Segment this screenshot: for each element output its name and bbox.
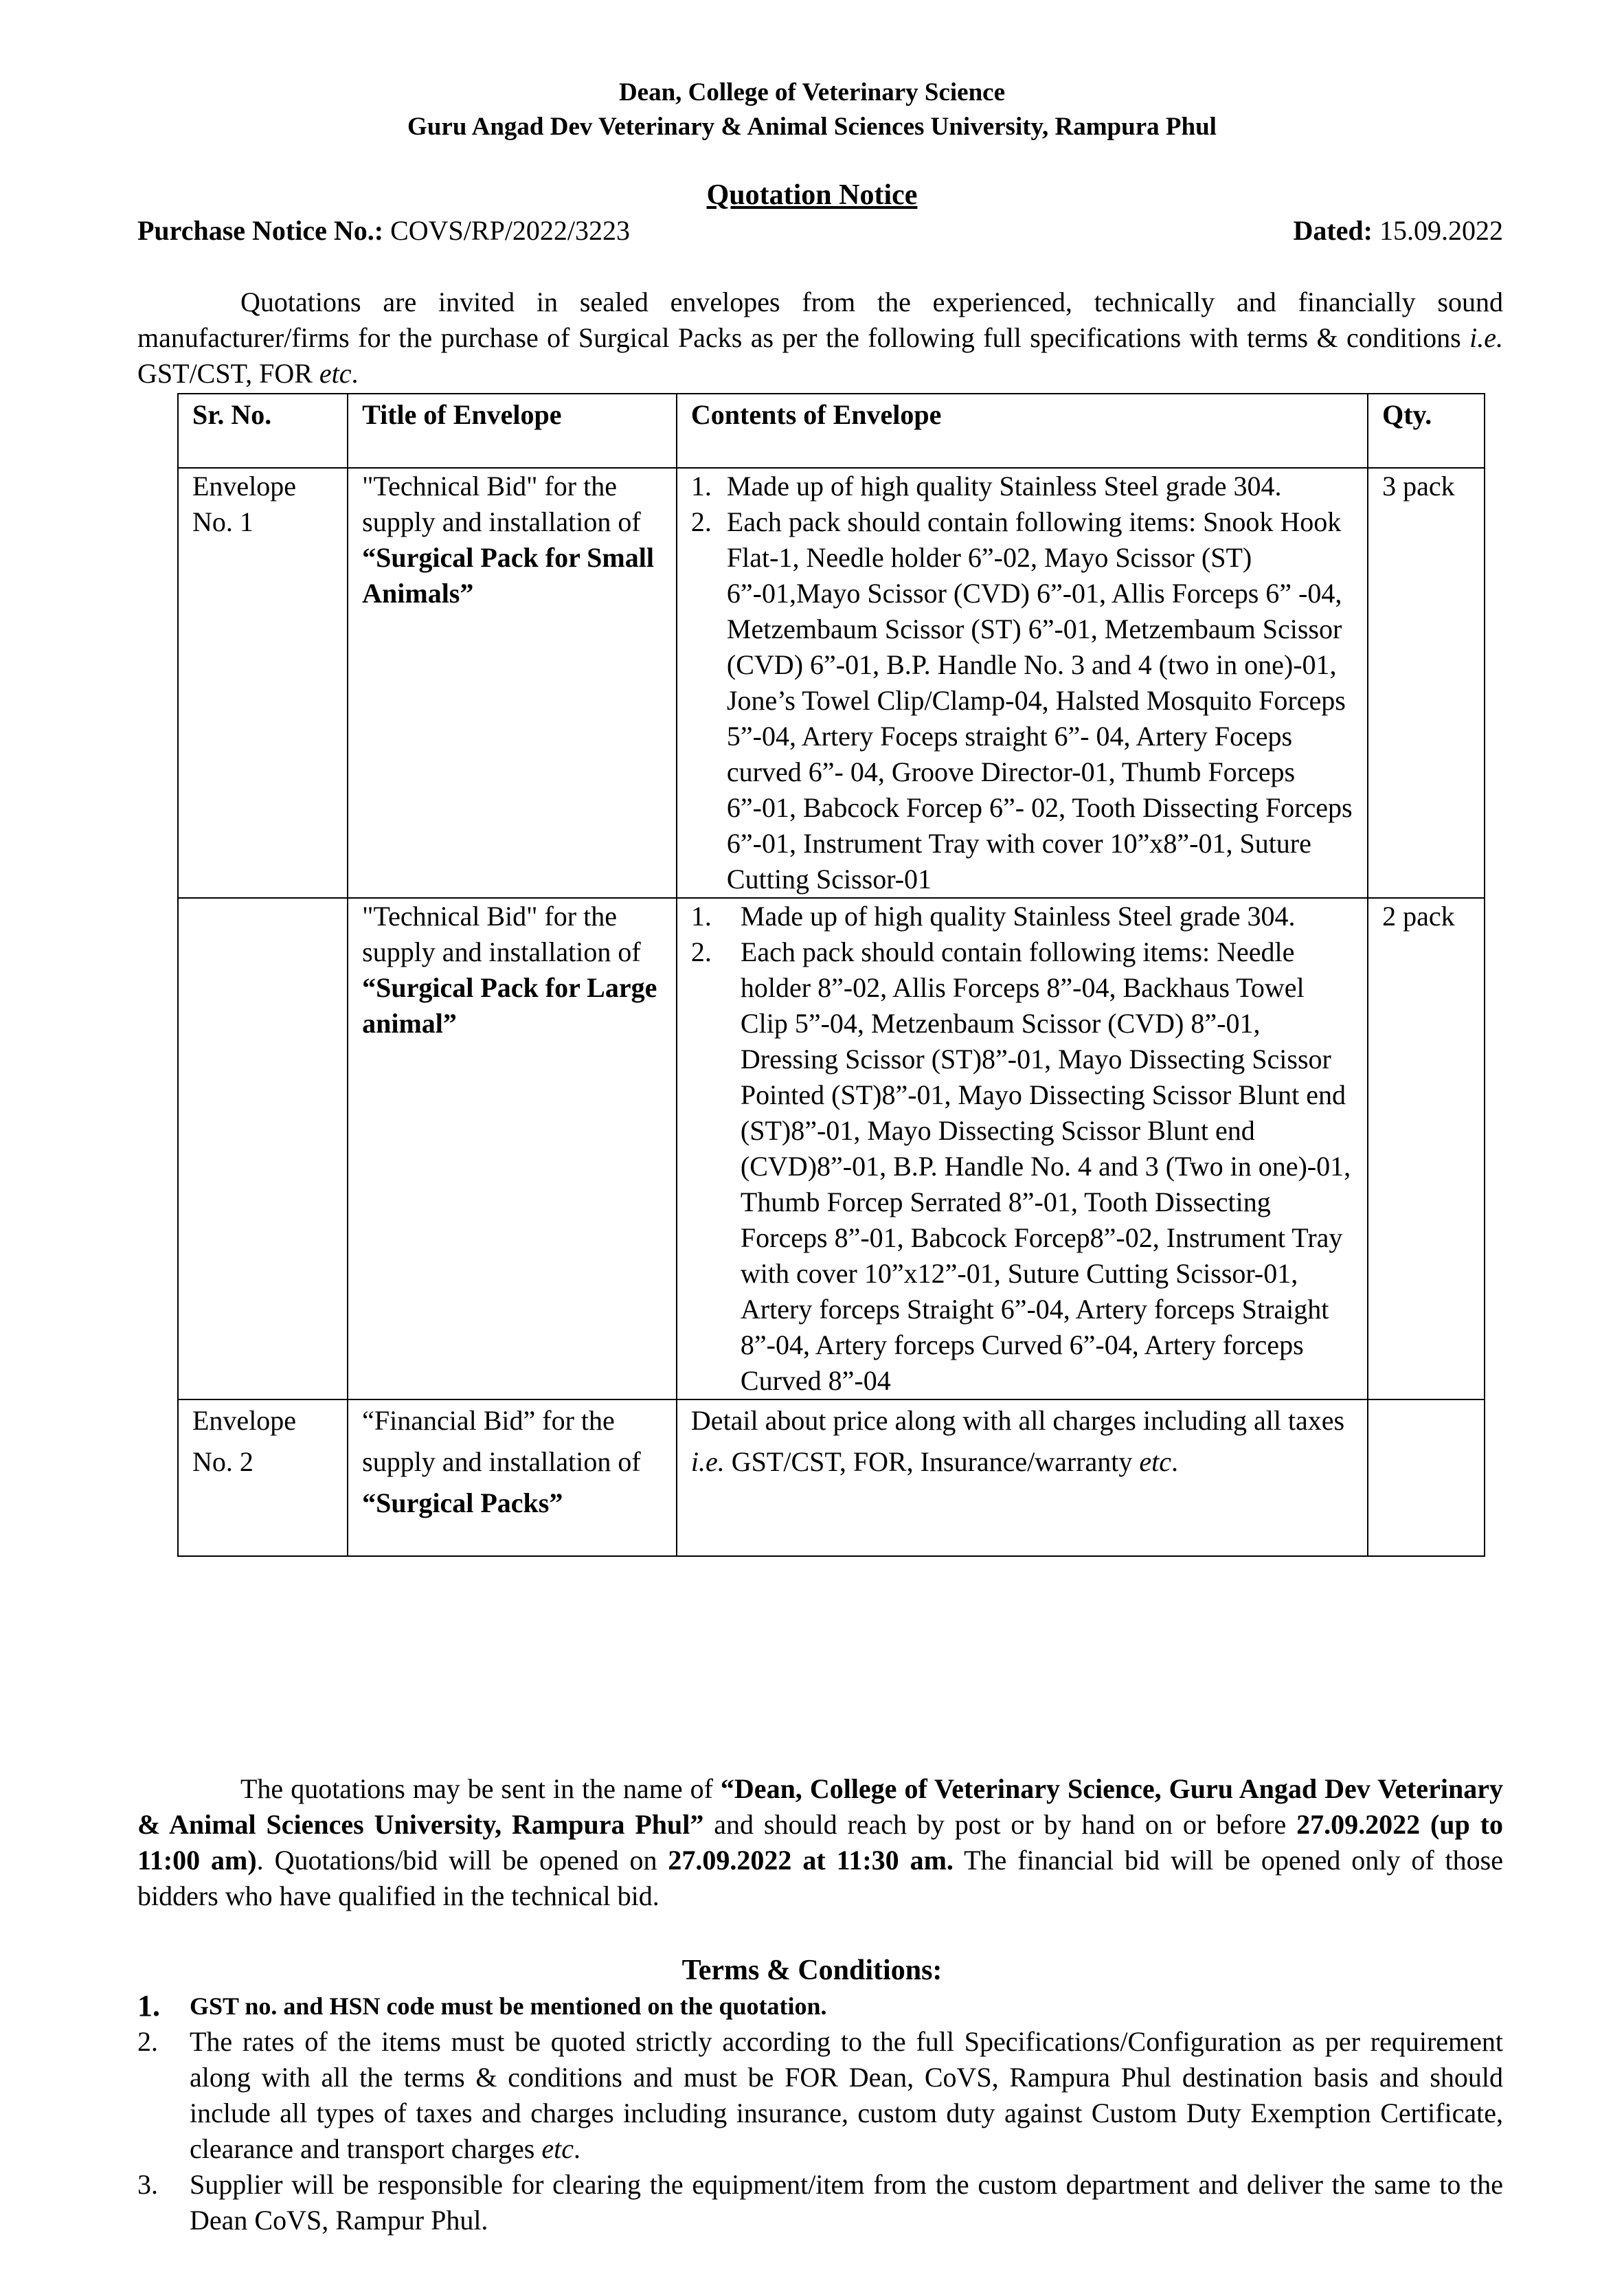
row3-contents: [677, 1399, 1368, 1556]
row2-title: [348, 898, 677, 1399]
submission-text-2: and should reach by post or by hand on or before: [703, 1809, 1297, 1840]
term-2-text: The rates of the items must be quoted strictly according to the full Specifications/Configuration as per requirement along with all the terms & conditions and must be FOR Dean, CoVS, Rampura Phul destination basis and should include all types of taxes and charges including insurance, custom duty against Custom Duty Exemption Certificate, clearance and transport charges: [190, 2026, 1503, 2164]
row1-title-text: "Technical Bid" for the supply and installation of: [362, 471, 641, 537]
row2-items: [691, 899, 1353, 1399]
list-item: 2. Each pack should contain following items: Needle holder 8”-02, Allis Forceps 8”-04, Backhaus Towel Clip 5”-04, Metzenbaum Scissor (CVD) 8”-01, Dressing Scissor (ST)8”-01, Mayo Dissecting Scissor Pointed (ST)8”-01, Mayo Dissecting Scissor Blunt end (ST)8”-01, Mayo Dissecting Scissor Blunt end (CVD)8”-01, B.P. Handle No. 4 and 3 (Two in one)-01, Thumb Forcep Serrated 8”-01, Tooth Dissecting Forceps 8”-01, Babcock Forcep8”-02, Instrument Tray with cover 10”x12”-01, Suture Cutting Scissor-01, Artery forceps Straight 6”-04, Artery forceps Straight 8”-04, Artery forceps Curved 6”-04, Artery forceps Curved 8”-04: [690, 936, 1351, 1396]
date-label: Dated:: [1293, 215, 1373, 246]
purchase-notice-row: [137, 213, 1503, 249]
row1-contents: [677, 468, 1368, 898]
date-value: 15.09.2022: [1379, 215, 1503, 246]
submission-opening: 27.09.2022 at 11:30 am.: [668, 1845, 954, 1876]
col-header-title: Title of Envelope: [348, 394, 677, 468]
row3-ie: i.e.: [690, 1446, 725, 1477]
notice-title: Quotation Notice: [706, 179, 918, 211]
row2-contents: [677, 898, 1368, 1399]
col-header-qty: Qty.: [1368, 394, 1485, 468]
submission-addressee: “Dean, College of Veterinary Science, Guru Angad Dev Veterinary & Animal Sciences University, Rampura Phul”: [137, 1773, 1503, 1840]
table-row: [178, 898, 1485, 1399]
list-item: [137, 2024, 1503, 2167]
row2-qty: 2 pack: [1368, 898, 1485, 1399]
submission-paragraph: [137, 1771, 1503, 1914]
table-row: [178, 1399, 1485, 1556]
list-item: 1. Made up of high quality Stainless Steel grade 304.: [690, 471, 1282, 502]
table-header-row: [178, 394, 1485, 468]
row1-title: [348, 468, 677, 898]
term-3-number: 3.: [137, 2169, 158, 2200]
col-header-contents: Contents of Envelope: [677, 394, 1368, 468]
submission-deadline: 27.09.2022 (up to 11:00 am): [137, 1809, 1503, 1876]
row3-title-text: “Financial Bid” for the supply and installation of: [362, 1405, 641, 1477]
purchase-notice-number: COVS/RP/2022/3223: [390, 215, 631, 246]
row3-title: [348, 1399, 677, 1556]
row1-item-1: Made up of high quality Stainless Steel grade 304.: [726, 471, 1282, 502]
list-item: 1. Made up of high quality Stainless Steel grade 304.: [690, 901, 1296, 932]
intro-text-2: GST/CST, FOR: [137, 358, 319, 389]
row2-title-text: "Technical Bid" for the supply and installation of: [362, 901, 641, 967]
term-1-text: GST no. and HSN code must be mentioned on the quotation.: [190, 1992, 827, 2020]
term-1-number: 1.: [137, 1989, 160, 2023]
intro-text-3: .: [351, 358, 359, 389]
intro-paragraph: [137, 284, 1503, 392]
row3-content-text: Detail about price along with all charges including all taxes: [690, 1405, 1345, 1436]
row3-qty: [1368, 1399, 1485, 1556]
intro-ie: i.e.: [1469, 322, 1503, 353]
row1-items: [691, 469, 1353, 897]
notice-date: [1293, 213, 1503, 249]
submission-text: The quotations may be sent in the name of: [240, 1773, 721, 1804]
row3-etc: etc: [1139, 1446, 1172, 1477]
row2-title-bold: “Surgical Pack for Large animal”: [362, 972, 657, 1039]
envelope-table: [177, 393, 1485, 1557]
row2-item-2: Each pack should contain following items: Needle holder 8”-02, Allis Forceps 8”-04, Backhaus Towel Clip 5”-04, Metzenbaum Scissor (CVD) 8”-01, Dressing Scissor (ST)8”-01, Mayo Dissecting Scissor Pointed (ST)8”-01, Mayo Dissecting Scissor Blunt end (ST)8”-01, Mayo Dissecting Scissor Blunt end (CVD)8”-01, B.P. Handle No. 4 and 3 (Two in one)-01, Thumb Forcep Serrated 8”-01, Tooth Dissecting Forceps 8”-01, Babcock Forcep8”-02, Instrument Tray with cover 10”x12”-01, Suture Cutting Scissor-01, Artery forceps Straight 6”-04, Artery forceps Straight 8”-04, Artery forceps Curved 6”-04, Artery forceps Curved 8”-04: [740, 936, 1351, 1396]
submission-text-4: The financial bid will be opened only of those bidders who have qualified in the technical bid.: [137, 1845, 1503, 1911]
row2-item-1: Made up of high quality Stainless Steel grade 304.: [740, 901, 1296, 932]
list-item: [137, 1988, 1503, 2024]
intro-text: Quotations are invited in sealed envelopes from the experienced, technically and financially sound manufacturer/firms for the purchase of Surgical Packs as per the following full specifications with terms & conditions: [137, 286, 1503, 353]
row1-qty: 3 pack: [1368, 468, 1485, 898]
header-line-1: Dean, College of Veterinary Science: [618, 78, 1006, 106]
term-2-etc: etc: [541, 2133, 574, 2164]
row3-content-text-2: GST/CST, FOR, Insurance/warranty: [724, 1446, 1140, 1477]
purchase-notice-label: Purchase Notice No.:: [137, 215, 384, 246]
term-3-text: Supplier will be responsible for clearing the equipment/item from the custom department and deliver the same to the Dean CoVS, Rampur Phul.: [190, 2169, 1503, 2236]
terms-list: [137, 1988, 1503, 2238]
row3-sr: Envelope No. 2: [178, 1399, 348, 1556]
row1-sr: Envelope No. 1: [178, 468, 348, 898]
row2-sr: [178, 898, 348, 1399]
row1-title-bold: “Surgical Pack for Small Animals”: [362, 542, 654, 609]
row3-title-bold: “Surgical Packs”: [362, 1487, 563, 1518]
header-line-2: Guru Angad Dev Veterinary & Animal Sciences University, Rampura Phul: [407, 113, 1217, 141]
table-row: [178, 468, 1485, 898]
col-header-sr: Sr. No.: [178, 394, 348, 468]
intro-etc: etc: [319, 358, 352, 389]
term-2-number: 2.: [137, 2026, 158, 2057]
row3-content-text-3: .: [1171, 1446, 1179, 1477]
list-item: [137, 2167, 1503, 2238]
row1-item-2: Each pack should contain following items: Snook Hook Flat-1, Needle holder 6”-02, Mayo Scissor (ST) 6”-01,Mayo Scissor (CVD) 6”-01, Allis Forceps 6” -04, Metzembaum Scissor (ST) 6”-01, Metzembaum Scissor (CVD) 6”-01, B.P. Handle No. 3 and 4 (two in one)-01, Jone’s Towel Clip/Clamp-04, Halsted Mosquito Forceps 5”-04, Artery Foceps straight 6”- 04, Artery Foceps curved 6”- 04, Groove Director-01, Thumb Forceps 6”-01, Babcock Forcep 6”- 02, Tooth Dissecting Forceps 6”-01, Instrument Tray with cover 10”x8”-01, Suture Cutting Scissor-01: [726, 506, 1353, 895]
list-item: 2. Each pack should contain following items: Snook Hook Flat-1, Needle holder 6”-02, Mayo Scissor (ST) 6”-01,Mayo Scissor (CVD) 6”-01, Allis Forceps 6” -04, Metzembaum Scissor (ST) 6”-01, Metzembaum Scissor (CVD) 6”-01, B.P. Handle No. 3 and 4 (two in one)-01, Jone’s Towel Clip/Clamp-04, Halsted Mosquito Forceps 5”-04, Artery Foceps straight 6”- 04, Artery Foceps curved 6”- 04, Groove Director-01, Thumb Forceps 6”-01, Babcock Forcep 6”- 02, Tooth Dissecting Forceps 6”-01, Instrument Tray with cover 10”x8”-01, Suture Cutting Scissor-01: [690, 506, 1353, 895]
term-2-text-2: .: [573, 2133, 580, 2164]
submission-text-3: . Quotations/bid will be opened on: [256, 1845, 668, 1876]
terms-title: Terms & Conditions:: [681, 1955, 943, 1986]
